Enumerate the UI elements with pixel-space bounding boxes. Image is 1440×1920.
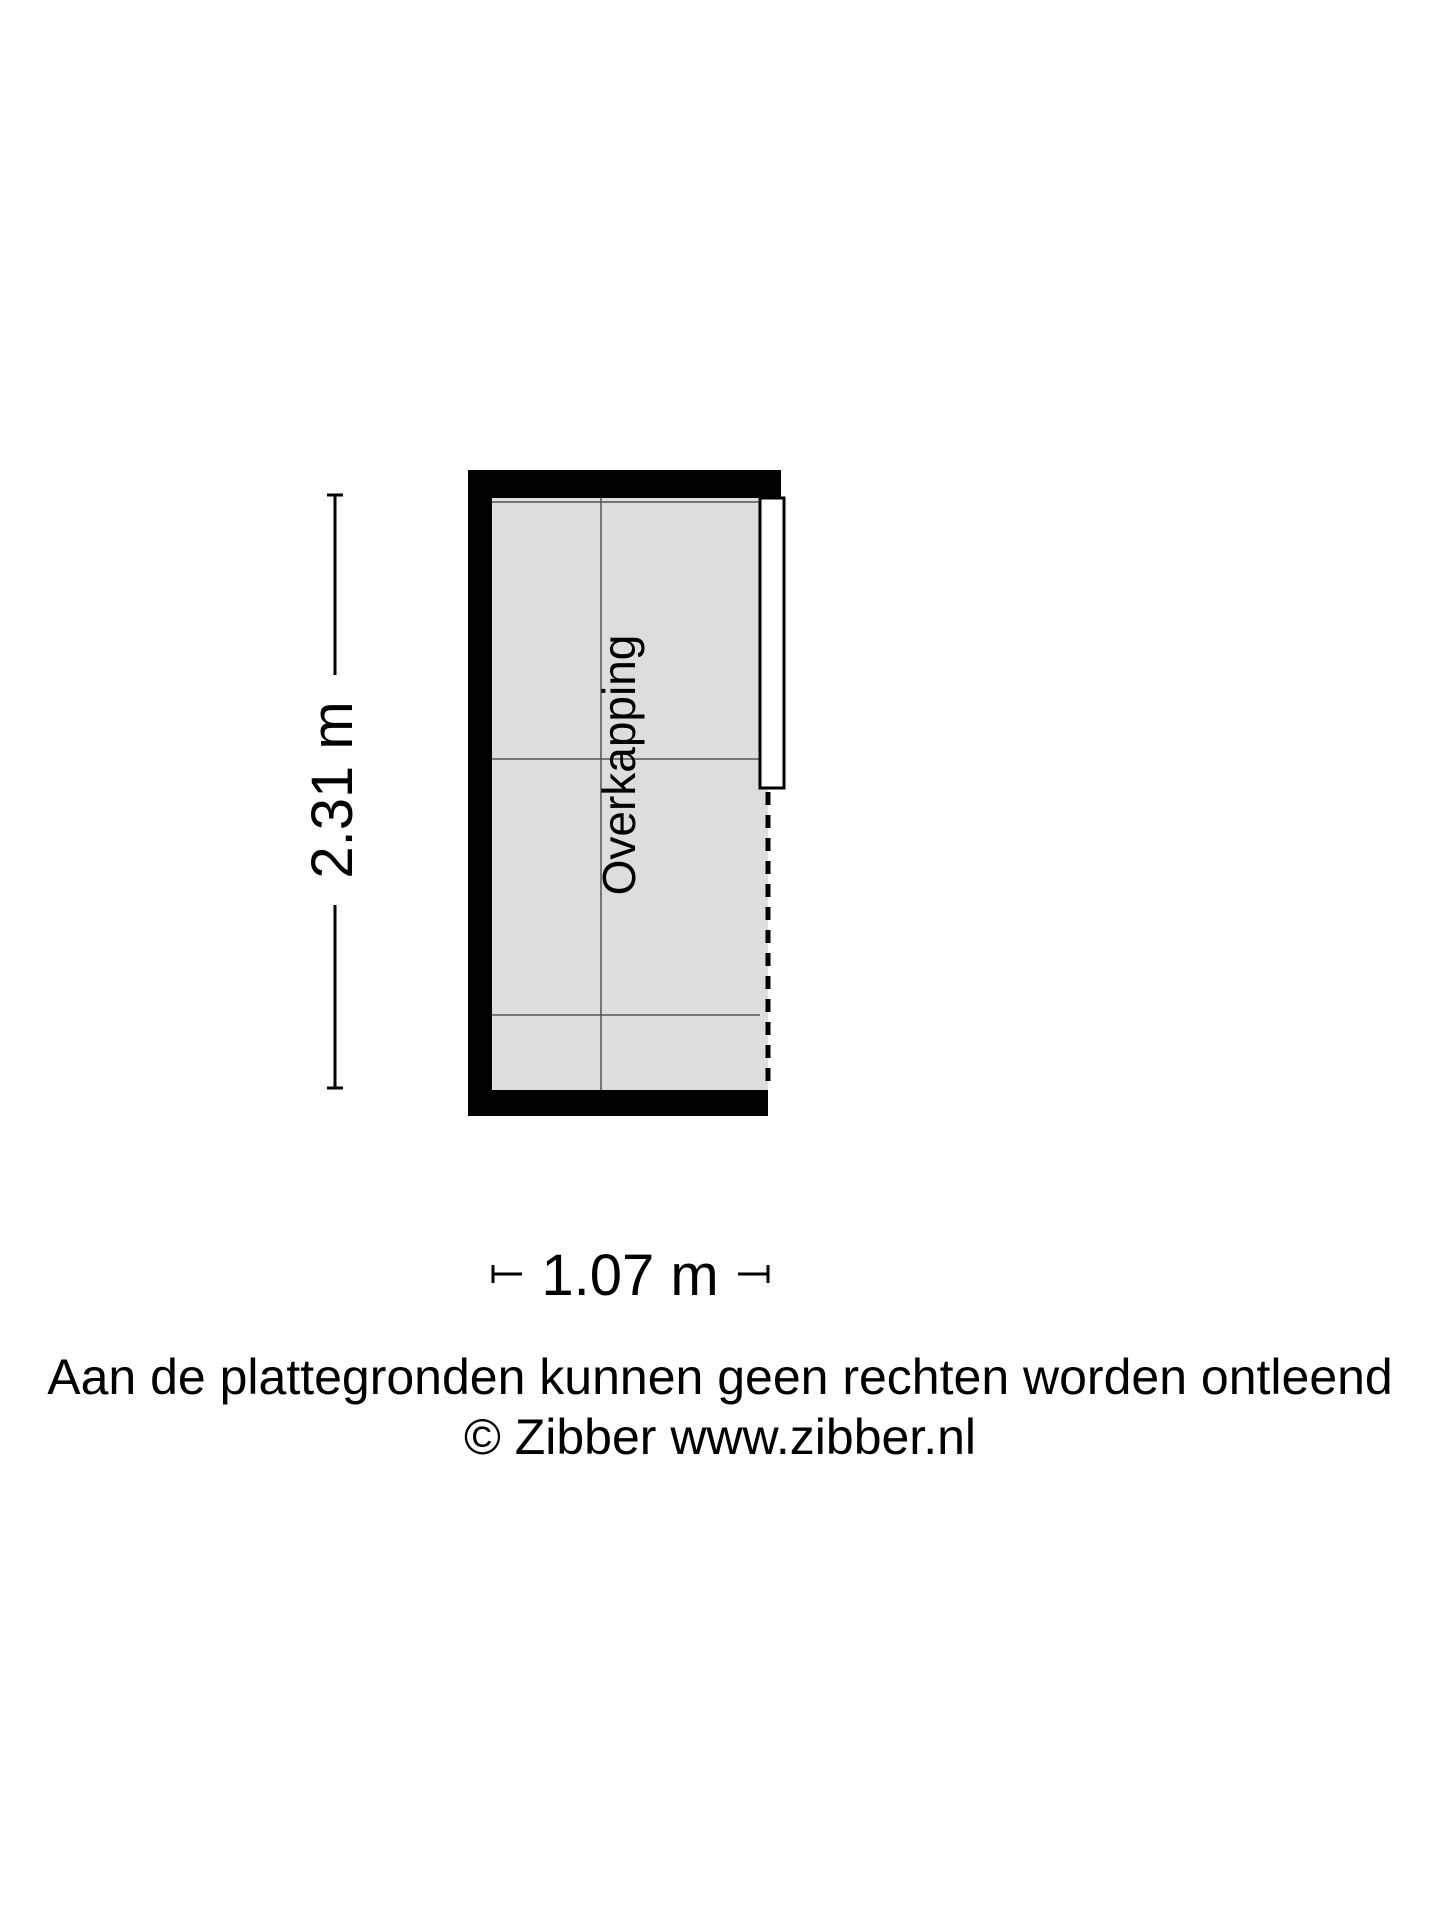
height-dimension-label: 2.31 m: [300, 701, 365, 879]
wall-top: [468, 470, 781, 498]
wall-bottom: [468, 1090, 768, 1116]
room-label: Overkapping: [593, 634, 645, 896]
width-dimension-label: 1.07 m: [541, 1243, 719, 1308]
wall-left: [468, 470, 492, 1116]
disclaimer-text: Aan de plattegronden kunnen geen rechten worden ontleend: [47, 1349, 1393, 1405]
copyright-text: © Zibber www.zibber.nl: [463, 1409, 977, 1465]
window-frame: [760, 498, 784, 788]
